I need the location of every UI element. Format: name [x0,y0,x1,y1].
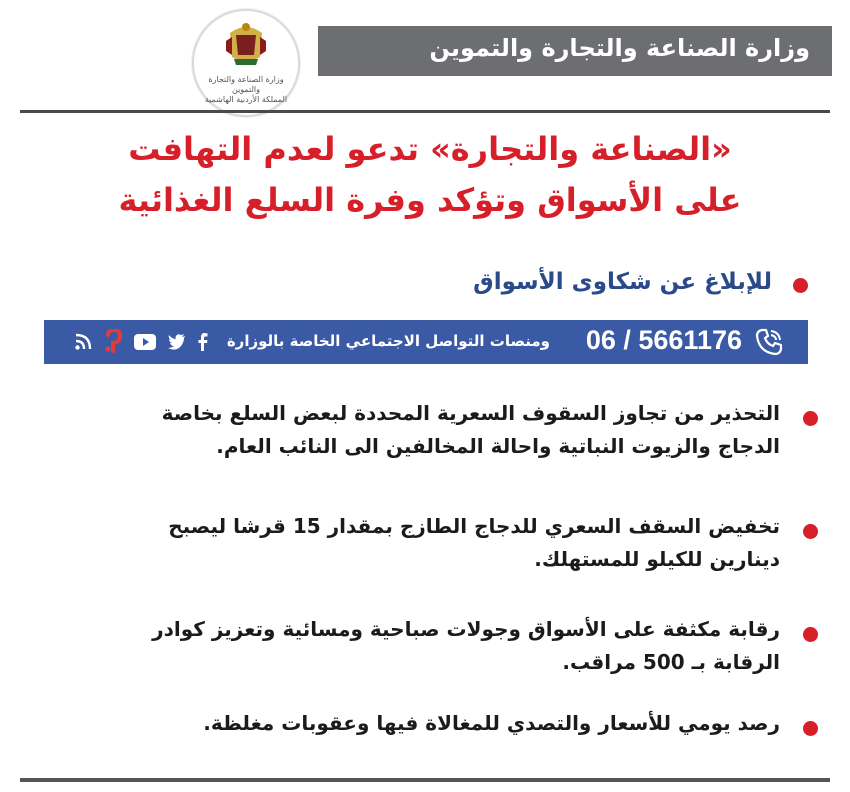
point-1-bullet [803,411,818,426]
headline-line2: على الأسواق وتؤكد وفرة السلع الغذائية [118,181,742,219]
youtube-icon[interactable] [134,334,156,350]
point-3-bullet [803,627,818,642]
point-3-line2: الرقابة بـ 500 مراقب. [562,650,780,674]
point-1-line1: التحذير من تجاوز السقوف السعرية المحددة لبعض السلع بخاصة [161,401,780,425]
sanad-icon[interactable] [104,329,122,355]
social-icons [74,328,208,356]
ministry-logo [192,9,300,117]
point-4-bullet [803,721,818,736]
point-3-line1: رقابة مكثفة على الأسواق وجولات صباحية ومسائية وتعزيز كوادر [152,617,780,641]
point-2-line1: تخفيض السقف السعري للدجاج الطازج بمقدار 15 قرشا ليصبح [168,514,780,538]
complaints-label: للإبلاغ عن شكاوى الأسواق [473,269,772,295]
rss-icon[interactable] [74,333,92,351]
header-bar [318,26,832,76]
logo-text [194,75,298,105]
social-label: ومنصات التواصل الاجتماعي الخاصة بالوزارة [226,332,550,350]
complaints-bullet [793,278,808,293]
phone-icon [754,327,784,357]
logo-text-line1: وزارة الصناعة والتجارة والتموين [208,75,284,94]
point-2 [40,510,780,576]
contact-bar [44,320,808,364]
point-1 [40,397,780,463]
ministry-title: وزارة الصناعة والتجارة والتموين [429,34,810,62]
phone-number[interactable]: 06 / 5661176 [585,325,742,355]
twitter-icon[interactable] [168,334,186,350]
bottom-divider [20,778,830,782]
point-4-line1: رصد يومي للأسعار والتصدي للمغالاة فيها وعقوبات مغلظة. [203,711,780,735]
facebook-icon[interactable] [198,333,208,351]
point-2-bullet [803,524,818,539]
top-divider [20,110,830,113]
point-4 [40,707,780,740]
point-1-line2: الدجاج والزيوت النباتية واحالة المخالفين الى النائب العام. [216,434,780,458]
point-2-line2: دينارين للكيلو للمستهلك. [534,547,780,571]
logo-text-line2: المملكة الأردنية الهاشمية [204,95,288,104]
point-3 [40,613,780,679]
headline-line1: «الصناعة والتجارة» تدعو لعدم التهافت [128,130,732,168]
